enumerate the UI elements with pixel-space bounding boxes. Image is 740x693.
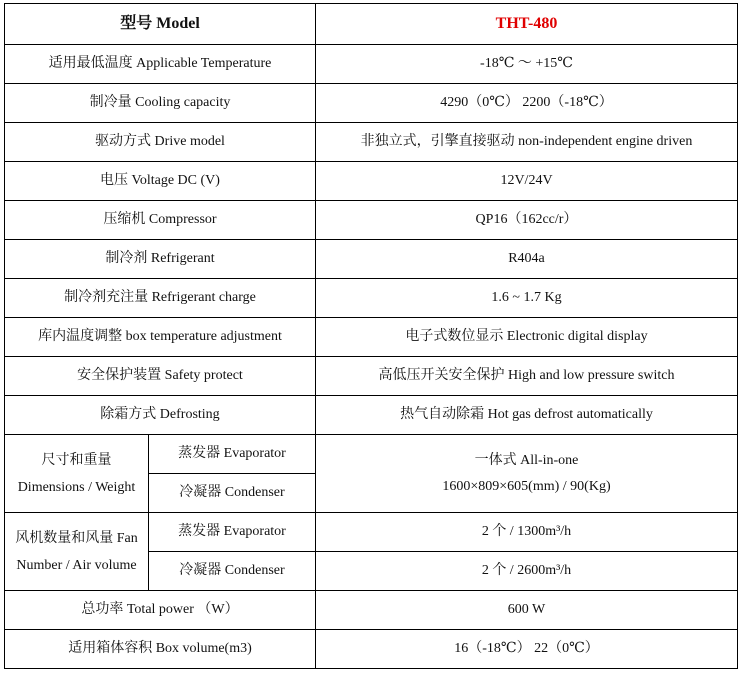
spec-value: 非独立式，引擎直接驱动 non-independent engine driven bbox=[316, 123, 738, 162]
dimensions-row bbox=[5, 435, 738, 474]
table-row bbox=[5, 45, 738, 84]
fans-condenser-label: 冷凝器 Condenser bbox=[149, 552, 316, 591]
fans-condenser-value: 2 个 / 2600m³/h bbox=[316, 552, 738, 591]
spec-label: 压缩机 Compressor bbox=[5, 201, 316, 240]
spec-value: 高低压开关安全保护 High and low pressure switch bbox=[316, 357, 738, 396]
spec-label: 库内温度调整 box temperature adjustment bbox=[5, 318, 316, 357]
spec-value: 12V/24V bbox=[316, 162, 738, 201]
fans-row bbox=[5, 513, 738, 552]
spec-label: 驱动方式 Drive model bbox=[5, 123, 316, 162]
spec-label: 制冷剂 Refrigerant bbox=[5, 240, 316, 279]
dimensions-label: 尺寸和重量 Dimensions / Weight bbox=[5, 435, 149, 513]
table-row bbox=[5, 357, 738, 396]
dimensions-value-line1: 一体式 All-in-one bbox=[474, 452, 579, 468]
table-row bbox=[5, 591, 738, 630]
table-row bbox=[5, 84, 738, 123]
spec-value: 4290（0℃） 2200（-18℃） bbox=[316, 84, 738, 123]
dimensions-condenser-label: 冷凝器 Condenser bbox=[149, 474, 316, 513]
header-row bbox=[5, 4, 738, 45]
spec-value: 热气自动除霜 Hot gas defrost automatically bbox=[316, 396, 738, 435]
fans-evaporator-value: 2 个 / 1300m³/h bbox=[316, 513, 738, 552]
spec-value: R404a bbox=[316, 240, 738, 279]
fans-label: 风机数量和风量 Fan Number / Air volume bbox=[5, 513, 149, 591]
spec-label: 制冷量 Cooling capacity bbox=[5, 84, 316, 123]
dimensions-value bbox=[316, 435, 738, 513]
table-row bbox=[5, 279, 738, 318]
dimensions-value-line2: 1600×809×605(mm) / 90(Kg) bbox=[442, 478, 611, 494]
table-row bbox=[5, 318, 738, 357]
total-power-label: 总功率 Total power （W） bbox=[5, 591, 316, 630]
spec-label: 制冷剂充注量 Refrigerant charge bbox=[5, 279, 316, 318]
model-label: 型号 Model bbox=[5, 4, 316, 45]
table-row bbox=[5, 630, 738, 669]
table-row bbox=[5, 162, 738, 201]
spec-value: QP16（162cc/r） bbox=[316, 201, 738, 240]
spec-value: 电子式数位显示 Electronic digital display bbox=[316, 318, 738, 357]
table-row bbox=[5, 123, 738, 162]
spec-label: 除霜方式 Defrosting bbox=[5, 396, 316, 435]
box-volume-value: 16（-18℃） 22（0℃） bbox=[316, 630, 738, 669]
total-power-value: 600 W bbox=[316, 591, 738, 630]
spec-label: 适用最低温度 Applicable Temperature bbox=[5, 45, 316, 84]
spec-label: 安全保护装置 Safety protect bbox=[5, 357, 316, 396]
box-volume-label: 适用箱体容积 Box volume(m3) bbox=[5, 630, 316, 669]
table-row bbox=[5, 240, 738, 279]
spec-value: 1.6 ~ 1.7 Kg bbox=[316, 279, 738, 318]
spec-value: -18℃ ～ +15℃ bbox=[316, 45, 738, 84]
fans-evaporator-label: 蒸发器 Evaporator bbox=[149, 513, 316, 552]
spec-table bbox=[4, 3, 738, 669]
spec-label: 电压 Voltage DC (V) bbox=[5, 162, 316, 201]
dimensions-evaporator-label: 蒸发器 Evaporator bbox=[149, 435, 316, 474]
table-row bbox=[5, 396, 738, 435]
model-value: THT-480 bbox=[316, 4, 738, 45]
table-row bbox=[5, 201, 738, 240]
